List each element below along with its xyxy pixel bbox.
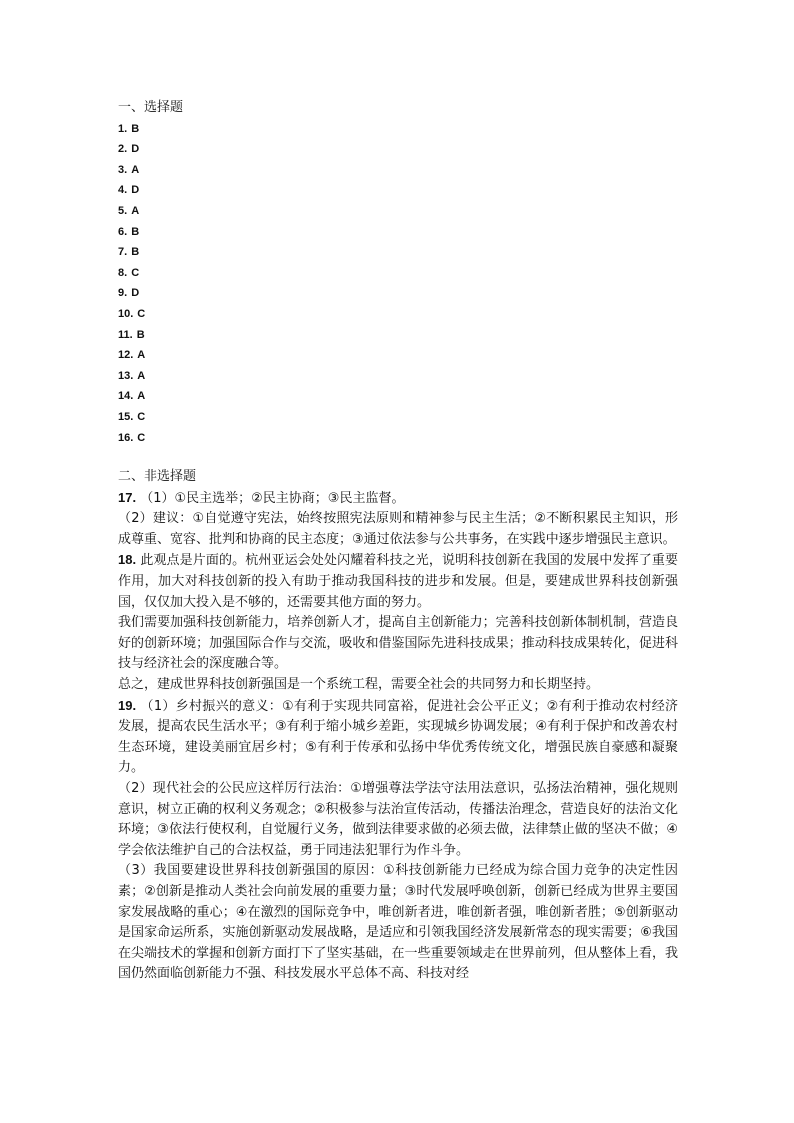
q17-part1 (118, 488, 678, 510)
answer-item (118, 407, 678, 428)
answer-number: 7. (118, 246, 128, 259)
question-number: 19. (118, 697, 137, 713)
answer-item (118, 242, 678, 263)
answer-document (118, 98, 678, 985)
answer-letter: C (137, 410, 146, 423)
answer-item (118, 283, 678, 304)
q17-part2: （2）建议：①自觉遵守宪法，始终按照宪法原则和精神参与民主生活；②不断积累民主知识，形成尊重、宽容、批判和协商的民主态度；③通过依法参与公共事务，在实践中逐步增强民主意识。 (118, 511, 678, 547)
answer-letter: B (131, 122, 140, 135)
q17-part1-text: （1）①民主选举；②民主协商；③民主监督。 (140, 490, 405, 506)
answer-number: 6. (118, 225, 128, 238)
answer-letter: C (137, 307, 146, 320)
answer-letter: A (131, 163, 140, 176)
answer-number: 4. (118, 184, 128, 197)
answer-item (118, 263, 678, 284)
q19-part1-text: （1）乡村振兴的意义：①有利于实现共同富裕，促进社会公平正义；②有利于推动农村经济发展，提高农民生活水平；③有利于缩小城乡差距，实现城乡协调发展；④有利于保护和改善农村生态环境，建设美丽宜居乡村；⑤有利于传承和弘扬中华优秀传统文化，增强民族自豪感和凝聚力。 (118, 698, 678, 776)
answer-letter: C (131, 266, 140, 279)
section-title-choice: 一、选择题 (118, 100, 184, 115)
answer-letter: C (137, 431, 146, 444)
answer-number: 9. (118, 287, 128, 300)
section-gap (118, 448, 678, 467)
answer-letter: B (131, 225, 140, 238)
q18-part1 (118, 550, 678, 613)
answer-number: 11. (118, 328, 133, 341)
q18-part3: 总之，建成世界科技创新强国是一个系统工程，需要全社会的共同努力和长期坚持。 (118, 677, 600, 693)
q19-part1 (118, 696, 678, 779)
answer-number: 14. (118, 390, 134, 403)
choice-answer-list (118, 119, 678, 449)
answer-item (118, 180, 678, 201)
answer-number: 8. (118, 266, 128, 279)
section-title-nonchoice: 二、非选择题 (118, 469, 197, 485)
answer-letter: A (137, 390, 146, 403)
answer-letter: D (131, 184, 140, 197)
answer-letter: B (136, 328, 145, 341)
answer-item (118, 139, 678, 160)
answer-letter: B (131, 246, 140, 259)
answer-number: 3. (118, 163, 128, 176)
answer-number: 10. (118, 307, 134, 320)
answer-number: 13. (118, 369, 134, 382)
answer-number: 12. (118, 349, 134, 362)
answer-number: 1. (118, 122, 128, 135)
question-number: 17. (118, 489, 137, 505)
answer-item (118, 222, 678, 243)
answer-number: 5. (118, 204, 128, 217)
answer-letter: A (137, 349, 146, 362)
answer-letter: D (131, 287, 140, 300)
answer-item (118, 386, 678, 407)
answer-number: 15. (118, 410, 134, 423)
answer-item (118, 201, 678, 222)
answer-letter: A (137, 369, 146, 382)
q19-part2: （2）现代社会的公民应这样厉行法治：①增强尊法学法守法用法意识，弘扬法治精神，强化规则意识，树立正确的权利义务观念；②积极参与法治宣传活动，传播法治理念，营造良好的法治文化环境；③依法行使权利，自觉履行义务，做到法律要求做的必须去做，法律禁止做的坚决不做；④学会依法维护自己的合法权益，勇于同违法犯罪行为作斗争。 (118, 781, 678, 858)
q19-part3: （3）我国要建设世界科技创新强国的原因：①科技创新能力已经成为综合国力竞争的决定性因素；②创新是推动人类社会向前发展的重要力量；③时代发展呼唤创新，创新已经成为世界主要国家发展战略的重心；④在激烈的国际竞争中，唯创新者进，唯创新者强，唯创新者胜；⑤创新驱动是国家命运所系，实施创新驱动发展战略，是适应和引领我国经济发展新常态的现实需要；⑥我国在尖端技术的掌握和创新方面打下了坚实基础，在一些重要领域走在世界前列，但从整体上看，我国仍然面临创新能力不强、科技发展水平总体不高、科技对经 (118, 863, 678, 982)
answer-number: 2. (118, 143, 128, 156)
question-number: 18. (118, 552, 137, 568)
answer-letter: A (131, 204, 140, 217)
answer-item (118, 325, 678, 346)
answer-letter: D (131, 143, 140, 156)
answer-item (118, 366, 678, 387)
answer-number: 16. (118, 431, 134, 444)
answer-item (118, 428, 678, 449)
answer-item (118, 160, 678, 181)
answer-item (118, 119, 678, 140)
q18-part2: 我们需要加强科技创新能力，培养创新人才，提高自主创新能力；完善科技创新体制机制，营造良好的创新环境；加强国际合作与交流，吸收和借鉴国际先进科技成果；推动科技成果转化，促进科技与经济社会的深度融合等。 (118, 615, 678, 672)
answer-item (118, 304, 678, 325)
answer-item (118, 345, 678, 366)
q18-part1-text: 此观点是片面的。杭州亚运会处处闪耀着科技之光，说明科技创新在我国的发展中发挥了重要作用，加大对科技创新的投入有助于推动我国科技的进步和发展。但是，要建成世界科技创新强国，仅仅加大投入是不够的，还需要其他方面的努力。 (118, 553, 678, 610)
